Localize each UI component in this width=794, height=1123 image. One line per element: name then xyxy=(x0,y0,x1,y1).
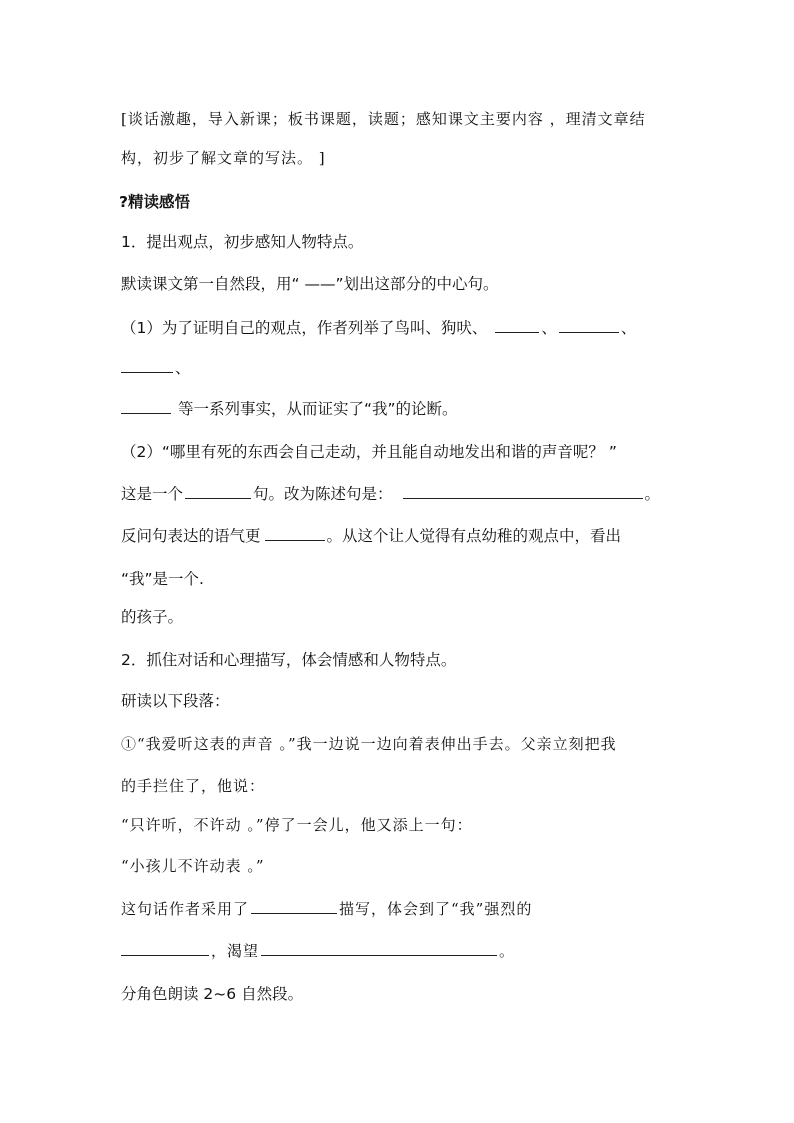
question-2-line-2 xyxy=(121,483,660,505)
item2-title: 2．抓住对话和心理描写，体会情感和人物特点。 xyxy=(121,651,457,669)
question-3-line-1 xyxy=(121,898,532,920)
question-1-text: （1）为了证明自己的观点，作者列举了鸟叫、狗吠、 xyxy=(121,319,488,337)
question-2-line-4: “我”是一个. xyxy=(121,570,204,588)
question-2-text: （2）“哪里有死的东西会自己走动，并且能自动地发出和谐的声音呢？ ” xyxy=(121,443,617,461)
separator: 、 xyxy=(175,359,191,377)
intro-line-1: [谈话激趣，导入新课；板书课题，读题；感知课文主要内容 ，理清文章结 xyxy=(121,110,646,128)
item1-title: 1．提出观点，初步感知人物特点。 xyxy=(121,233,364,251)
answer-blank[interactable] xyxy=(121,399,171,414)
question-1-end: 等一系列事实，从而证实了“我”的论断。 xyxy=(177,400,458,418)
item1-instruction: 默读课文第一自然段，用“ ——”划出这部分的中心句。 xyxy=(121,275,499,293)
answer-blank[interactable] xyxy=(185,484,251,499)
question-1-line-2 xyxy=(121,357,191,379)
question-2-period: 。 xyxy=(644,485,661,503)
question-2-line-3 xyxy=(121,525,621,547)
answer-blank[interactable] xyxy=(121,358,173,373)
answer-blank[interactable] xyxy=(121,941,209,956)
passage-line-3: “只许听，不许动 。”停了一会儿，他又添上一句： xyxy=(121,816,473,834)
passage-line-1: ①“我爱听这表的声音 。”我一边说一边向着表伸出手去。父亲立刻把我 xyxy=(121,735,617,753)
question-2-part-e: 。从这个让人觉得有点幼稚的观点中，看出 xyxy=(326,527,622,545)
question-3-part-c: ，渴望 xyxy=(211,942,260,960)
separator: 、 xyxy=(620,319,637,337)
intro-line-2: 构，初步了解文章的写法。 ] xyxy=(121,149,326,167)
section-heading: ?精读感悟 xyxy=(119,193,190,211)
answer-blank[interactable] xyxy=(559,318,619,333)
answer-blank[interactable] xyxy=(403,484,643,499)
passage-line-2: 的手拦住了，他说： xyxy=(121,777,266,795)
question-2-part-b: 句。改为陈述句是： xyxy=(253,485,393,503)
passage-line-4: “小孩儿不许动表 。” xyxy=(121,857,265,875)
question-3-line-2 xyxy=(121,940,515,962)
question-3-part-b: 描写，体会到了“我”强烈的 xyxy=(339,900,533,918)
question-1-line-3 xyxy=(121,398,458,420)
question-3-period: 。 xyxy=(499,942,516,960)
answer-blank[interactable] xyxy=(251,899,337,914)
separator: 、 xyxy=(541,319,557,337)
question-3-part-a: 这句话作者采用了 xyxy=(121,900,250,918)
answer-blank[interactable] xyxy=(261,941,497,956)
question-2-line-5: 的孩子。 xyxy=(121,608,184,626)
answer-blank[interactable] xyxy=(265,526,325,541)
item2-instruction: 研读以下段落： xyxy=(121,692,230,710)
answer-blank[interactable] xyxy=(495,318,539,333)
question-2-part-d: 反问句表达的语气更 xyxy=(121,527,261,545)
question-2-part-a: 这是一个 xyxy=(121,485,184,503)
final-instruction: 分角色朗读 2~6 自然段。 xyxy=(121,985,304,1003)
question-1-line xyxy=(121,317,636,339)
